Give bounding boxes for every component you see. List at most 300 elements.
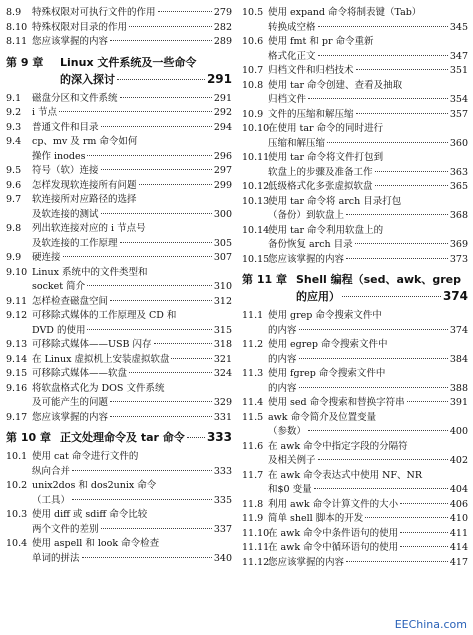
entry-line: [32, 121, 232, 136]
chapter-number: 第 9 章: [6, 55, 44, 69]
entry-title: 将软盘格式化为 DOS 文件系统: [32, 382, 165, 394]
entry-body: [32, 508, 232, 537]
entry-body: [32, 179, 232, 194]
section-number: 11.1: [242, 310, 264, 321]
dot-leader: [400, 532, 448, 533]
toc-left-column: [6, 6, 232, 566]
dot-leader: [139, 184, 212, 185]
dot-leader: [407, 401, 448, 402]
entry-line: [32, 92, 232, 107]
entry-line: [268, 180, 468, 195]
page-number: 279: [213, 7, 232, 18]
page-number: 297: [213, 165, 232, 176]
dot-leader: [120, 242, 212, 243]
entry-body: [268, 79, 468, 108]
entry-title: 转换成空格: [268, 21, 316, 33]
entry-line: [32, 6, 232, 21]
toc-entry: [6, 450, 232, 479]
toc-entry: [242, 64, 468, 79]
entry-title: 及相关例子: [268, 455, 316, 466]
page-number: 315: [213, 324, 232, 336]
dot-leader: [110, 300, 212, 301]
toc-entry: [6, 21, 232, 36]
entry-body: [60, 429, 232, 446]
entry-body: [268, 367, 468, 396]
entry-title: 怎样发现软连接所有问题: [32, 179, 137, 191]
section-number: 9.1: [6, 92, 22, 104]
section-number: 9.16: [6, 382, 28, 394]
toc-entry: [6, 121, 232, 136]
entry-body: [268, 122, 468, 151]
entry-title: 归档文件和归档技术: [268, 65, 354, 76]
toc-entry: [6, 164, 232, 179]
section-number: 9.2: [6, 107, 22, 118]
entry-body: [32, 92, 232, 107]
page-number: 305: [213, 237, 232, 249]
entry-title: 文件的压缩和解压缩: [268, 108, 354, 120]
section-number: 11.10: [242, 527, 270, 539]
entry-title: 在 awk 命令表达式中使用 NF、NR: [268, 469, 422, 481]
entry-title: 在使用 tar 命令的同时进行: [268, 123, 384, 134]
entry-body: [32, 450, 232, 479]
entry-line: [268, 469, 468, 484]
entry-title: 使用 expand 命令将制表键（Tab）: [268, 7, 422, 18]
entry-title: 使用 diff 或 sdiff 命令比较: [32, 509, 148, 520]
entry-line: [268, 166, 468, 181]
toc-entry: [242, 309, 468, 338]
entry-line: [32, 266, 232, 281]
dot-leader: [120, 97, 212, 98]
entry-title: 磁盘分区和文件系统: [32, 92, 118, 104]
entry-title: cp、mv 及 rm 命令如何: [32, 136, 138, 147]
entry-line: [268, 353, 468, 368]
entry-title: 使用 aspell 和 look 命令检查: [32, 538, 160, 549]
entry-line: [268, 238, 468, 253]
entry-body: [32, 222, 232, 251]
section-number: 11.4: [242, 397, 264, 408]
toc-entry: [242, 35, 468, 64]
page-number: 300: [213, 208, 232, 220]
entry-title: 特殊权限对目录的作用: [32, 21, 128, 33]
toc-entry: [6, 508, 232, 537]
entry-line: [296, 271, 468, 288]
entry-title: 在 awk 命令中循环语句的使用: [268, 542, 399, 553]
section-number: 9.17: [6, 411, 28, 423]
section-number: 9.8: [6, 223, 22, 234]
entry-title: 在 Linux 虚拟机上安装虚拟软盘: [32, 353, 170, 365]
entry-line: [268, 195, 468, 210]
page-number: 400: [449, 426, 468, 437]
entry-body: [32, 295, 232, 310]
entry-body: [60, 54, 232, 88]
toc-entry: [242, 195, 468, 224]
section-number: 11.12: [242, 556, 270, 568]
section-number: 10.3: [6, 509, 28, 520]
entry-title: 在 awk 命令中指定字段的分隔符: [268, 440, 408, 452]
entry-title: 的深入探讨: [60, 72, 115, 86]
entry-title: 您应该掌握的内容: [32, 411, 109, 423]
page-number: 318: [213, 339, 232, 350]
entry-line: [32, 150, 232, 165]
entry-body: [268, 309, 468, 338]
page-number: 312: [213, 295, 232, 307]
entry-line: [32, 309, 232, 324]
dot-leader: [171, 358, 211, 359]
entry-body: [268, 440, 468, 469]
dot-leader: [299, 329, 448, 330]
toc-entry: [6, 367, 232, 382]
dot-leader: [318, 459, 448, 460]
entry-body: [268, 224, 468, 253]
entry-body: [32, 121, 232, 136]
chapter-number: 第 10 章: [6, 431, 51, 444]
entry-body: [268, 180, 468, 195]
entry-title: 可移除式媒体——USB 闪存: [32, 339, 152, 350]
chapter-number: 第 11 章: [242, 273, 287, 286]
toc-entry: [6, 479, 232, 508]
page-number: 299: [213, 179, 232, 191]
toc-entry: [242, 367, 468, 396]
entry-title: 备份恢复 arch 目录: [268, 239, 353, 250]
entry-body: [268, 6, 468, 35]
dot-leader: [59, 111, 212, 112]
dot-leader: [110, 416, 212, 417]
page-number: 384: [449, 353, 468, 365]
dot-leader: [187, 437, 205, 438]
dot-leader: [101, 126, 212, 127]
page-number: 324: [213, 368, 232, 379]
entry-line: [32, 479, 232, 494]
entry-title: Shell 编程（sed、awk、grep: [296, 273, 461, 286]
section-number: 10.13: [242, 195, 270, 207]
dot-leader: [375, 171, 448, 172]
entry-title: DVD 的使用: [32, 324, 86, 336]
entry-line: [32, 537, 232, 552]
entry-title: 和$0 变量: [268, 484, 312, 495]
page-number: 291: [213, 92, 232, 104]
entry-body: [32, 164, 232, 179]
section-number: 9.4: [6, 136, 22, 147]
entry-line: [32, 353, 232, 368]
entry-line: [296, 288, 468, 305]
entry-body: [32, 106, 232, 121]
entry-line: [32, 251, 232, 266]
page-number: 404: [449, 484, 468, 495]
entry-line: [32, 382, 232, 397]
entry-body: [268, 469, 468, 498]
entry-line: [268, 253, 468, 268]
entry-title: 软连接所对应路径的选择: [32, 194, 137, 205]
entry-line: [32, 523, 232, 538]
toc-entry: [242, 122, 468, 151]
page-number: 292: [213, 107, 232, 118]
entry-body: [268, 512, 468, 527]
dot-leader: [101, 528, 212, 529]
page-number: 291: [206, 71, 232, 86]
entry-body: [268, 195, 468, 224]
page-number: 374: [442, 289, 468, 303]
entry-line: [60, 429, 232, 446]
entry-body: [268, 253, 468, 268]
entry-line: [32, 450, 232, 465]
entry-line: [268, 64, 468, 79]
entry-line: [32, 396, 232, 411]
section-number: 10.8: [242, 79, 264, 91]
entry-title: 单词的拼法: [32, 552, 80, 564]
entry-title: 使用 cat 命令进行文件的: [32, 451, 139, 462]
entry-line: [32, 367, 232, 382]
entry-line: [268, 498, 468, 513]
entry-title: 使用 grep 命令搜索文件中: [268, 310, 382, 321]
section-number: 11.8: [242, 498, 264, 510]
entry-title: 特殊权限对可执行文件的作用: [32, 7, 156, 18]
section-number: 10.14: [242, 224, 270, 236]
toc-entry: [242, 108, 468, 123]
entry-body: [268, 498, 468, 513]
entry-line: [268, 440, 468, 455]
entry-body: [32, 382, 232, 411]
section-number: 11.2: [242, 339, 264, 350]
dot-leader: [101, 213, 212, 214]
page-number: 307: [213, 252, 232, 263]
toc-entry: [6, 353, 232, 368]
toc-entry: [6, 179, 232, 194]
section-number: 9.3: [6, 121, 22, 133]
entry-line: [268, 21, 468, 36]
entry-line: [268, 309, 468, 324]
entry-line: [32, 508, 232, 523]
dot-leader: [375, 185, 448, 186]
section-number: 9.7: [6, 194, 22, 205]
entry-body: [268, 35, 468, 64]
page-number: 351: [449, 65, 468, 76]
toc-entry: [6, 338, 232, 353]
toc-entry: [6, 135, 232, 164]
entry-title: 可移除式媒体——软盘: [32, 368, 128, 379]
dot-leader: [129, 26, 212, 27]
page-number: 282: [213, 21, 232, 33]
page-number: 417: [449, 556, 468, 568]
entry-title: （工具）: [32, 494, 71, 506]
toc-entry: [6, 35, 232, 50]
dot-leader: [72, 470, 212, 471]
dot-leader: [110, 401, 212, 402]
section-number: 10.4: [6, 538, 28, 549]
toc-entry: [242, 180, 468, 195]
entry-body: [268, 396, 468, 411]
entry-line: [268, 512, 468, 527]
entry-title: 在 awk 命令中条件语句的使用: [268, 527, 399, 539]
page-number: 388: [449, 382, 468, 394]
dot-leader: [158, 11, 212, 12]
toc-entry: [242, 224, 468, 253]
section-number: 10.2: [6, 480, 28, 491]
section-number: 11.11: [242, 542, 270, 553]
entry-line: [32, 179, 232, 194]
toc-entry: [6, 92, 232, 107]
entry-title: 普通文件和目录: [32, 121, 99, 133]
page-number: 335: [213, 494, 232, 506]
entry-line: [32, 280, 232, 295]
entry-title: 利用 awk 命令计算文件的大小: [268, 498, 399, 510]
entry-body: [268, 556, 468, 571]
entry-line: [268, 6, 468, 21]
entry-title: 使用 fmt 和 pr 命令重新: [268, 36, 374, 47]
entry-body: [32, 411, 232, 426]
toc-entry: [6, 266, 232, 295]
section-number: 10.10: [242, 123, 270, 134]
entry-body: [268, 338, 468, 367]
section-number: 9.12: [6, 310, 28, 321]
page-number: 331: [213, 411, 232, 423]
entry-line: [268, 556, 468, 571]
section-number: 10.9: [242, 108, 264, 120]
entry-title: 使用 tar 命令创建、查看及抽取: [268, 79, 403, 91]
entry-line: [268, 324, 468, 339]
entry-body: [268, 541, 468, 556]
toc-entry: [242, 79, 468, 108]
entry-title: 及软连接的工作原理: [32, 237, 118, 249]
entry-line: [268, 338, 468, 353]
page-number: 369: [449, 239, 468, 250]
page-number: 296: [213, 150, 232, 162]
chapter-heading: [6, 54, 232, 88]
entry-body: [32, 479, 232, 508]
entry-line: [32, 465, 232, 480]
entry-title: 使用 tar 命令利用软盘上的: [268, 224, 384, 236]
entry-body: [32, 193, 232, 222]
section-number: 11.5: [242, 411, 264, 423]
page-number: 411: [449, 527, 468, 539]
toc-entry: [242, 338, 468, 367]
entry-line: [268, 93, 468, 108]
entry-title: 硬连接: [32, 252, 61, 263]
page-number: 340: [213, 552, 232, 564]
entry-line: [268, 224, 468, 239]
entry-line: [268, 122, 468, 137]
entry-body: [268, 108, 468, 123]
entry-line: [32, 135, 232, 150]
dot-leader: [299, 358, 448, 359]
entry-title: （备份）到软盘上: [268, 210, 345, 221]
dot-leader: [110, 40, 212, 41]
entry-body: [32, 6, 232, 21]
section-number: 10.7: [242, 65, 264, 76]
entry-body: [32, 135, 232, 164]
page-number: 329: [213, 397, 232, 408]
entry-line: [32, 324, 232, 339]
entry-title: socket 简介: [32, 281, 86, 292]
section-number: 11.7: [242, 469, 264, 481]
dot-leader: [346, 561, 448, 562]
dot-leader: [342, 296, 441, 297]
entry-title: Linux 文件系统及一些命令: [60, 55, 197, 69]
entry-title: 简单 shell 脚本的开发: [268, 513, 364, 524]
toc-right-column: [242, 6, 468, 570]
entry-line: [32, 237, 232, 252]
dot-leader: [72, 499, 212, 500]
dot-leader: [308, 430, 448, 431]
entry-title: 及可能产生的问题: [32, 397, 109, 408]
dot-leader: [365, 517, 448, 518]
section-number: 9.5: [6, 165, 22, 176]
dot-leader: [355, 243, 448, 244]
dot-leader: [101, 169, 212, 170]
toc-entry: [242, 411, 468, 440]
toc-entry: [242, 151, 468, 180]
entry-line: [60, 54, 232, 71]
entry-body: [32, 537, 232, 566]
entry-title: 软盘上的步骤及准备工作: [268, 166, 373, 178]
toc-entry: [242, 527, 468, 542]
entry-title: unix2dos 和 dos2unix 命令: [32, 480, 157, 491]
section-number: 8.9: [6, 7, 22, 18]
entry-line: [268, 50, 468, 65]
entry-line: [32, 338, 232, 353]
entry-line: [32, 411, 232, 426]
section-number: 9.11: [6, 295, 28, 307]
entry-line: [32, 21, 232, 36]
dot-leader: [318, 55, 448, 56]
entry-title: i 节点: [32, 107, 58, 118]
entry-title: 使用 egrep 命令搜索文件中: [268, 339, 388, 350]
entry-body: [32, 367, 232, 382]
dot-leader: [346, 214, 448, 215]
dot-leader: [346, 258, 448, 259]
entry-title: 使用 tar 命令将 arch 目录打包: [268, 195, 402, 207]
section-number: 9.15: [6, 368, 28, 379]
entry-title: 使用 fgrep 命令搜索文件中: [268, 368, 386, 379]
dot-leader: [117, 79, 205, 80]
entry-title: 可移除式媒体的工作原理及 CD 和: [32, 310, 177, 321]
section-number: 10.15: [242, 253, 270, 265]
dot-leader: [314, 488, 448, 489]
toc-entry: [242, 556, 468, 571]
entry-title: 及软连接的测试: [32, 208, 99, 220]
entry-line: [268, 396, 468, 411]
toc-entry: [242, 541, 468, 556]
dot-leader: [400, 546, 448, 547]
watermark-logo: EEChina.com: [394, 618, 467, 631]
section-number: 9.9: [6, 252, 22, 263]
entry-line: [268, 108, 468, 123]
toc-entry: [242, 396, 468, 411]
page-number: 368: [449, 210, 468, 221]
entry-title: 使用 tar 命令将文件打包到: [268, 152, 384, 163]
entry-line: [60, 71, 232, 88]
toc-entry: [6, 537, 232, 566]
toc-entry: [6, 382, 232, 411]
entry-body: [268, 151, 468, 180]
entry-line: [32, 208, 232, 223]
section-number: 8.10: [6, 21, 28, 33]
page-number: 410: [449, 513, 468, 524]
entry-title: 的内容: [268, 382, 297, 394]
entry-line: [32, 494, 232, 509]
toc-entry: [6, 411, 232, 426]
entry-title: 使用 sed 命令搜索和替换字符串: [268, 397, 405, 408]
entry-line: [268, 541, 468, 556]
toc-entry: [242, 469, 468, 498]
entry-title: Linux 系统中的文件类型和: [32, 266, 148, 278]
entry-line: [268, 483, 468, 498]
entry-body: [296, 271, 468, 305]
entry-line: [268, 137, 468, 152]
entry-title: 您应该掌握的内容: [32, 36, 109, 47]
section-number: 11.6: [242, 440, 264, 452]
dot-leader: [63, 256, 212, 257]
page-number: 360: [449, 137, 468, 149]
